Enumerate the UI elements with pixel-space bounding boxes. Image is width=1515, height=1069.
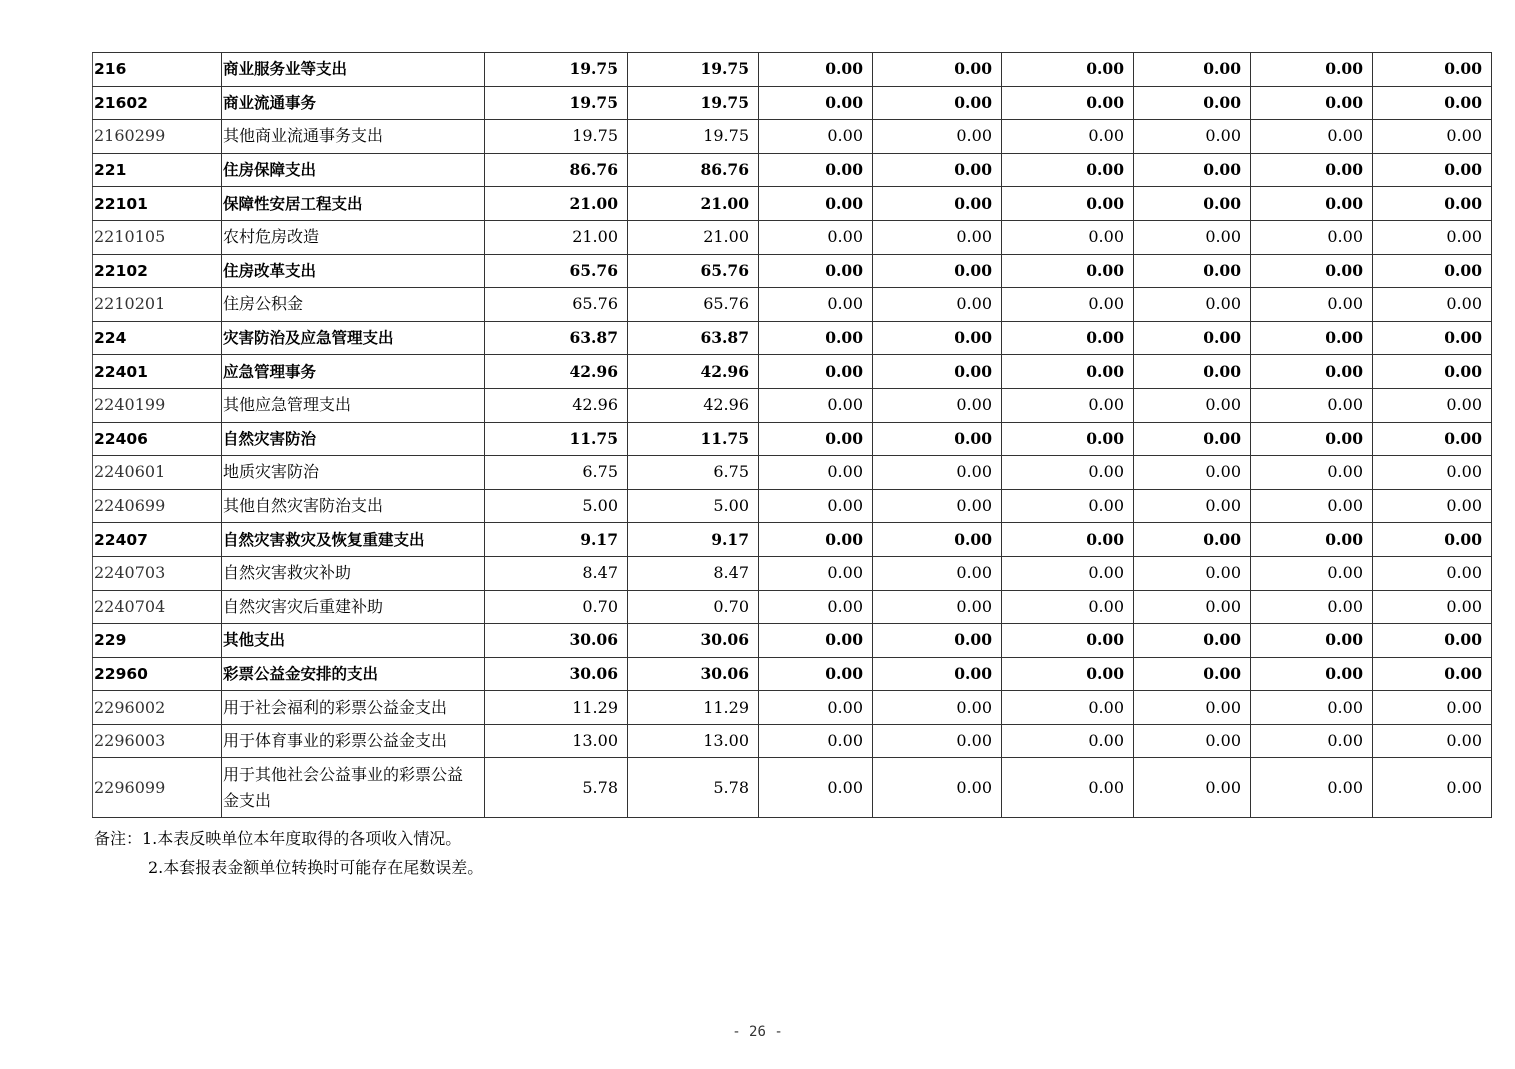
amount-cell: 0.00 — [759, 153, 873, 187]
subject-name-cell: 自然灾害防治 — [222, 422, 485, 456]
table-row — [93, 724, 1492, 758]
subject-code-cell: 224 — [93, 321, 222, 355]
amount-cell: 42.96 — [628, 388, 759, 422]
amount-cell: 0.00 — [759, 120, 873, 154]
subject-code-cell: 22401 — [93, 355, 222, 389]
amount-cell: 0.00 — [1134, 153, 1251, 187]
amount-cell: 0.00 — [1134, 321, 1251, 355]
amount-cell: 0.00 — [1002, 388, 1134, 422]
table-row — [93, 456, 1492, 490]
subject-code-cell: 2160299 — [93, 120, 222, 154]
table-row — [93, 53, 1492, 87]
amount-cell: 0.00 — [759, 388, 873, 422]
amount-cell: 0.00 — [1373, 120, 1492, 154]
amount-cell: 21.00 — [628, 187, 759, 221]
amount-cell: 0.00 — [1002, 590, 1134, 624]
amount-cell: 0.00 — [759, 422, 873, 456]
amount-cell: 0.00 — [1134, 254, 1251, 288]
amount-cell: 86.76 — [628, 153, 759, 187]
amount-cell: 0.00 — [873, 86, 1002, 120]
amount-cell: 0.00 — [1373, 187, 1492, 221]
amount-cell: 0.00 — [1373, 321, 1492, 355]
table-row — [93, 523, 1492, 557]
amount-cell: 0.00 — [1002, 120, 1134, 154]
amount-cell: 42.96 — [485, 355, 628, 389]
amount-cell: 0.00 — [1002, 321, 1134, 355]
amount-cell: 0.00 — [759, 691, 873, 725]
subject-code-cell: 221 — [93, 153, 222, 187]
amount-cell: 0.00 — [1002, 288, 1134, 322]
amount-cell: 0.00 — [1002, 422, 1134, 456]
amount-cell: 0.00 — [873, 624, 1002, 658]
table-row — [93, 388, 1492, 422]
page-number: - 26 - — [732, 1024, 783, 1040]
amount-cell: 0.00 — [1134, 523, 1251, 557]
amount-cell: 0.00 — [873, 691, 1002, 725]
amount-cell: 0.00 — [1373, 657, 1492, 691]
amount-cell: 0.00 — [1134, 220, 1251, 254]
amount-cell: 0.00 — [1373, 523, 1492, 557]
amount-cell: 0.00 — [1134, 624, 1251, 658]
amount-cell: 63.87 — [628, 321, 759, 355]
amount-cell: 9.17 — [628, 523, 759, 557]
amount-cell: 65.76 — [485, 254, 628, 288]
table-row — [93, 590, 1492, 624]
subject-name-cell: 住房保障支出 — [222, 153, 485, 187]
subject-code-cell: 2296002 — [93, 691, 222, 725]
amount-cell: 0.00 — [1251, 758, 1373, 818]
amount-cell: 0.00 — [873, 758, 1002, 818]
amount-cell: 0.00 — [873, 388, 1002, 422]
amount-cell: 0.00 — [1251, 220, 1373, 254]
amount-cell: 11.75 — [628, 422, 759, 456]
amount-cell: 0.00 — [1373, 86, 1492, 120]
amount-cell: 0.00 — [873, 590, 1002, 624]
subject-code-cell: 2240704 — [93, 590, 222, 624]
table-row — [93, 556, 1492, 590]
amount-cell: 0.00 — [1373, 288, 1492, 322]
amount-cell: 0.00 — [1251, 120, 1373, 154]
amount-cell: 63.87 — [485, 321, 628, 355]
amount-cell: 21.00 — [485, 187, 628, 221]
amount-cell: 0.00 — [1251, 53, 1373, 87]
amount-cell: 0.00 — [1251, 388, 1373, 422]
amount-cell: 19.75 — [628, 53, 759, 87]
amount-cell: 13.00 — [485, 724, 628, 758]
amount-cell: 0.00 — [1373, 456, 1492, 490]
amount-cell: 0.00 — [1134, 691, 1251, 725]
amount-cell: 0.00 — [873, 489, 1002, 523]
amount-cell: 0.00 — [1373, 220, 1492, 254]
amount-cell: 0.00 — [873, 288, 1002, 322]
table-notes — [94, 824, 483, 882]
amount-cell: 0.00 — [1002, 456, 1134, 490]
amount-cell: 0.00 — [1251, 86, 1373, 120]
subject-name-cell: 其他自然灾害防治支出 — [222, 489, 485, 523]
amount-cell: 0.00 — [1251, 422, 1373, 456]
amount-cell: 30.06 — [485, 624, 628, 658]
subject-name-cell: 灾害防治及应急管理支出 — [222, 321, 485, 355]
amount-cell: 0.00 — [1251, 321, 1373, 355]
amount-cell: 0.00 — [1251, 624, 1373, 658]
amount-cell: 0.00 — [1373, 254, 1492, 288]
amount-cell: 65.76 — [628, 254, 759, 288]
table-row — [93, 153, 1492, 187]
subject-name-cell: 自然灾害灾后重建补助 — [222, 590, 485, 624]
amount-cell: 5.00 — [628, 489, 759, 523]
amount-cell: 0.00 — [759, 624, 873, 658]
table-row — [93, 691, 1492, 725]
amount-cell: 0.00 — [873, 254, 1002, 288]
subject-code-cell: 2210201 — [93, 288, 222, 322]
amount-cell: 65.76 — [485, 288, 628, 322]
table-row — [93, 657, 1492, 691]
amount-cell: 0.00 — [1134, 388, 1251, 422]
amount-cell: 0.00 — [759, 590, 873, 624]
amount-cell: 0.00 — [1002, 556, 1134, 590]
table-row — [93, 288, 1492, 322]
amount-cell: 0.00 — [1134, 556, 1251, 590]
subject-code-cell: 22102 — [93, 254, 222, 288]
amount-cell: 0.00 — [1251, 254, 1373, 288]
amount-cell: 0.00 — [1373, 724, 1492, 758]
amount-cell: 0.00 — [1134, 590, 1251, 624]
amount-cell: 19.75 — [485, 53, 628, 87]
amount-cell: 19.75 — [628, 120, 759, 154]
amount-cell: 0.00 — [1002, 220, 1134, 254]
subject-name-cell: 商业服务业等支出 — [222, 53, 485, 87]
amount-cell: 0.00 — [759, 254, 873, 288]
amount-cell: 0.00 — [759, 489, 873, 523]
subject-code-cell: 229 — [93, 624, 222, 658]
amount-cell: 42.96 — [485, 388, 628, 422]
table-row — [93, 355, 1492, 389]
amount-cell: 21.00 — [628, 220, 759, 254]
subject-name-cell: 农村危房改造 — [222, 220, 485, 254]
amount-cell: 19.75 — [485, 86, 628, 120]
amount-cell: 0.00 — [759, 724, 873, 758]
amount-cell: 65.76 — [628, 288, 759, 322]
amount-cell: 0.00 — [1251, 724, 1373, 758]
amount-cell: 0.00 — [759, 657, 873, 691]
subject-code-cell: 216 — [93, 53, 222, 87]
amount-cell: 11.29 — [485, 691, 628, 725]
amount-cell: 0.00 — [759, 523, 873, 557]
amount-cell: 0.00 — [759, 86, 873, 120]
amount-cell: 0.00 — [1251, 288, 1373, 322]
amount-cell: 42.96 — [628, 355, 759, 389]
amount-cell: 0.00 — [873, 724, 1002, 758]
subject-code-cell: 2240601 — [93, 456, 222, 490]
subject-name-cell: 其他支出 — [222, 624, 485, 658]
amount-cell: 0.00 — [759, 220, 873, 254]
amount-cell: 0.00 — [1251, 657, 1373, 691]
amount-cell: 0.00 — [1373, 556, 1492, 590]
amount-cell: 11.75 — [485, 422, 628, 456]
amount-cell: 0.00 — [873, 187, 1002, 221]
table-body — [93, 53, 1492, 818]
amount-cell: 0.00 — [873, 456, 1002, 490]
amount-cell: 0.00 — [1002, 254, 1134, 288]
amount-cell: 0.00 — [1134, 288, 1251, 322]
amount-cell: 0.00 — [1373, 758, 1492, 818]
amount-cell: 0.00 — [759, 288, 873, 322]
amount-cell: 0.00 — [759, 187, 873, 221]
amount-cell: 0.00 — [1002, 691, 1134, 725]
amount-cell: 0.00 — [1134, 456, 1251, 490]
amount-cell: 0.00 — [1251, 187, 1373, 221]
amount-cell: 0.00 — [1251, 691, 1373, 725]
amount-cell: 5.78 — [628, 758, 759, 818]
amount-cell: 0.00 — [1134, 758, 1251, 818]
subject-name-cell: 住房公积金 — [222, 288, 485, 322]
amount-cell: 0.00 — [1002, 724, 1134, 758]
amount-cell: 0.00 — [1134, 187, 1251, 221]
amount-cell: 0.00 — [1251, 556, 1373, 590]
amount-cell: 0.00 — [873, 523, 1002, 557]
amount-cell: 19.75 — [628, 86, 759, 120]
amount-cell: 0.00 — [1134, 489, 1251, 523]
amount-cell: 0.00 — [873, 120, 1002, 154]
amount-cell: 0.00 — [759, 53, 873, 87]
subject-name-cell: 彩票公益金安排的支出 — [222, 657, 485, 691]
amount-cell: 0.00 — [759, 355, 873, 389]
amount-cell: 5.00 — [485, 489, 628, 523]
subject-code-cell: 22406 — [93, 422, 222, 456]
amount-cell: 0.00 — [1373, 153, 1492, 187]
subject-name-cell: 应急管理事务 — [222, 355, 485, 389]
amount-cell: 0.00 — [759, 321, 873, 355]
amount-cell: 0.00 — [1002, 53, 1134, 87]
amount-cell: 0.00 — [1134, 86, 1251, 120]
subject-name-cell: 住房改革支出 — [222, 254, 485, 288]
amount-cell: 11.29 — [628, 691, 759, 725]
subject-code-cell: 22960 — [93, 657, 222, 691]
amount-cell: 0.00 — [873, 556, 1002, 590]
table-row — [93, 220, 1492, 254]
amount-cell: 19.75 — [485, 120, 628, 154]
table-row — [93, 120, 1492, 154]
subject-name-cell: 地质灾害防治 — [222, 456, 485, 490]
amount-cell: 0.00 — [1251, 489, 1373, 523]
amount-cell: 0.00 — [1251, 153, 1373, 187]
amount-cell: 0.00 — [759, 556, 873, 590]
amount-cell: 0.00 — [873, 321, 1002, 355]
amount-cell: 0.00 — [1002, 657, 1134, 691]
amount-cell: 0.00 — [1251, 456, 1373, 490]
subject-code-cell: 2296003 — [93, 724, 222, 758]
amount-cell: 0.00 — [873, 657, 1002, 691]
table-row — [93, 422, 1492, 456]
amount-cell: 0.00 — [1134, 53, 1251, 87]
amount-cell: 0.00 — [1002, 758, 1134, 818]
table-row — [93, 86, 1492, 120]
table-row — [93, 187, 1492, 221]
amount-cell: 6.75 — [485, 456, 628, 490]
table-row — [93, 624, 1492, 658]
table-row — [93, 758, 1492, 818]
table-row — [93, 321, 1492, 355]
subject-code-cell: 2240199 — [93, 388, 222, 422]
amount-cell: 0.00 — [1002, 489, 1134, 523]
amount-cell: 0.00 — [1002, 523, 1134, 557]
amount-cell: 0.00 — [873, 220, 1002, 254]
subject-name-cell: 用于体育事业的彩票公益金支出 — [222, 724, 485, 758]
amount-cell: 0.00 — [759, 758, 873, 818]
table-row — [93, 489, 1492, 523]
amount-cell: 30.06 — [485, 657, 628, 691]
subject-name-cell: 自然灾害救灾补助 — [222, 556, 485, 590]
subject-code-cell: 2210105 — [93, 220, 222, 254]
amount-cell: 0.00 — [1002, 355, 1134, 389]
amount-cell: 13.00 — [628, 724, 759, 758]
amount-cell: 0.00 — [1002, 624, 1134, 658]
note-line-2: 2.本套报表金额单位转换时可能存在尾数误差。 — [148, 858, 484, 877]
amount-cell: 6.75 — [628, 456, 759, 490]
subject-code-cell: 2240699 — [93, 489, 222, 523]
amount-cell: 0.00 — [1134, 724, 1251, 758]
subject-code-cell: 21602 — [93, 86, 222, 120]
amount-cell: 0.00 — [1373, 53, 1492, 87]
table-row — [93, 254, 1492, 288]
subject-name-cell: 其他商业流通事务支出 — [222, 120, 485, 154]
note-line-1: 备注：1.本表反映单位本年度取得的各项收入情况。 — [94, 829, 462, 848]
amount-cell: 5.78 — [485, 758, 628, 818]
subject-code-cell: 22407 — [93, 523, 222, 557]
subject-name-cell: 其他应急管理支出 — [222, 388, 485, 422]
amount-cell: 0.00 — [873, 422, 1002, 456]
amount-cell: 86.76 — [485, 153, 628, 187]
amount-cell: 0.00 — [1373, 388, 1492, 422]
subject-code-cell: 2296099 — [93, 758, 222, 818]
subject-name-cell: 自然灾害救灾及恢复重建支出 — [222, 523, 485, 557]
subject-name-cell: 保障性安居工程支出 — [222, 187, 485, 221]
amount-cell: 0.70 — [628, 590, 759, 624]
amount-cell: 9.17 — [485, 523, 628, 557]
amount-cell: 0.00 — [1134, 422, 1251, 456]
amount-cell: 0.00 — [873, 153, 1002, 187]
amount-cell: 0.00 — [1134, 657, 1251, 691]
amount-cell: 0.00 — [1373, 590, 1492, 624]
amount-cell: 0.00 — [873, 53, 1002, 87]
subject-name-cell: 用于社会福利的彩票公益金支出 — [222, 691, 485, 725]
subject-code-cell: 2240703 — [93, 556, 222, 590]
amount-cell: 0.00 — [1373, 422, 1492, 456]
amount-cell: 0.00 — [1251, 590, 1373, 624]
amount-cell: 8.47 — [628, 556, 759, 590]
amount-cell: 0.00 — [1373, 489, 1492, 523]
amount-cell: 0.00 — [1002, 187, 1134, 221]
amount-cell: 0.00 — [1373, 624, 1492, 658]
amount-cell: 0.00 — [1134, 120, 1251, 154]
amount-cell: 0.00 — [1373, 355, 1492, 389]
amount-cell: 30.06 — [628, 657, 759, 691]
amount-cell: 30.06 — [628, 624, 759, 658]
amount-cell: 0.70 — [485, 590, 628, 624]
amount-cell: 0.00 — [1251, 523, 1373, 557]
amount-cell: 0.00 — [1373, 691, 1492, 725]
amount-cell: 21.00 — [485, 220, 628, 254]
amount-cell: 0.00 — [1134, 355, 1251, 389]
subject-code-cell: 22101 — [93, 187, 222, 221]
subject-name-cell: 用于其他社会公益事业的彩票公益金支出 — [222, 758, 485, 818]
amount-cell: 0.00 — [1002, 153, 1134, 187]
amount-cell: 0.00 — [873, 355, 1002, 389]
amount-cell: 8.47 — [485, 556, 628, 590]
budget-table — [92, 52, 1492, 818]
amount-cell: 0.00 — [1002, 86, 1134, 120]
subject-name-cell: 商业流通事务 — [222, 86, 485, 120]
amount-cell: 0.00 — [1251, 355, 1373, 389]
amount-cell: 0.00 — [759, 456, 873, 490]
